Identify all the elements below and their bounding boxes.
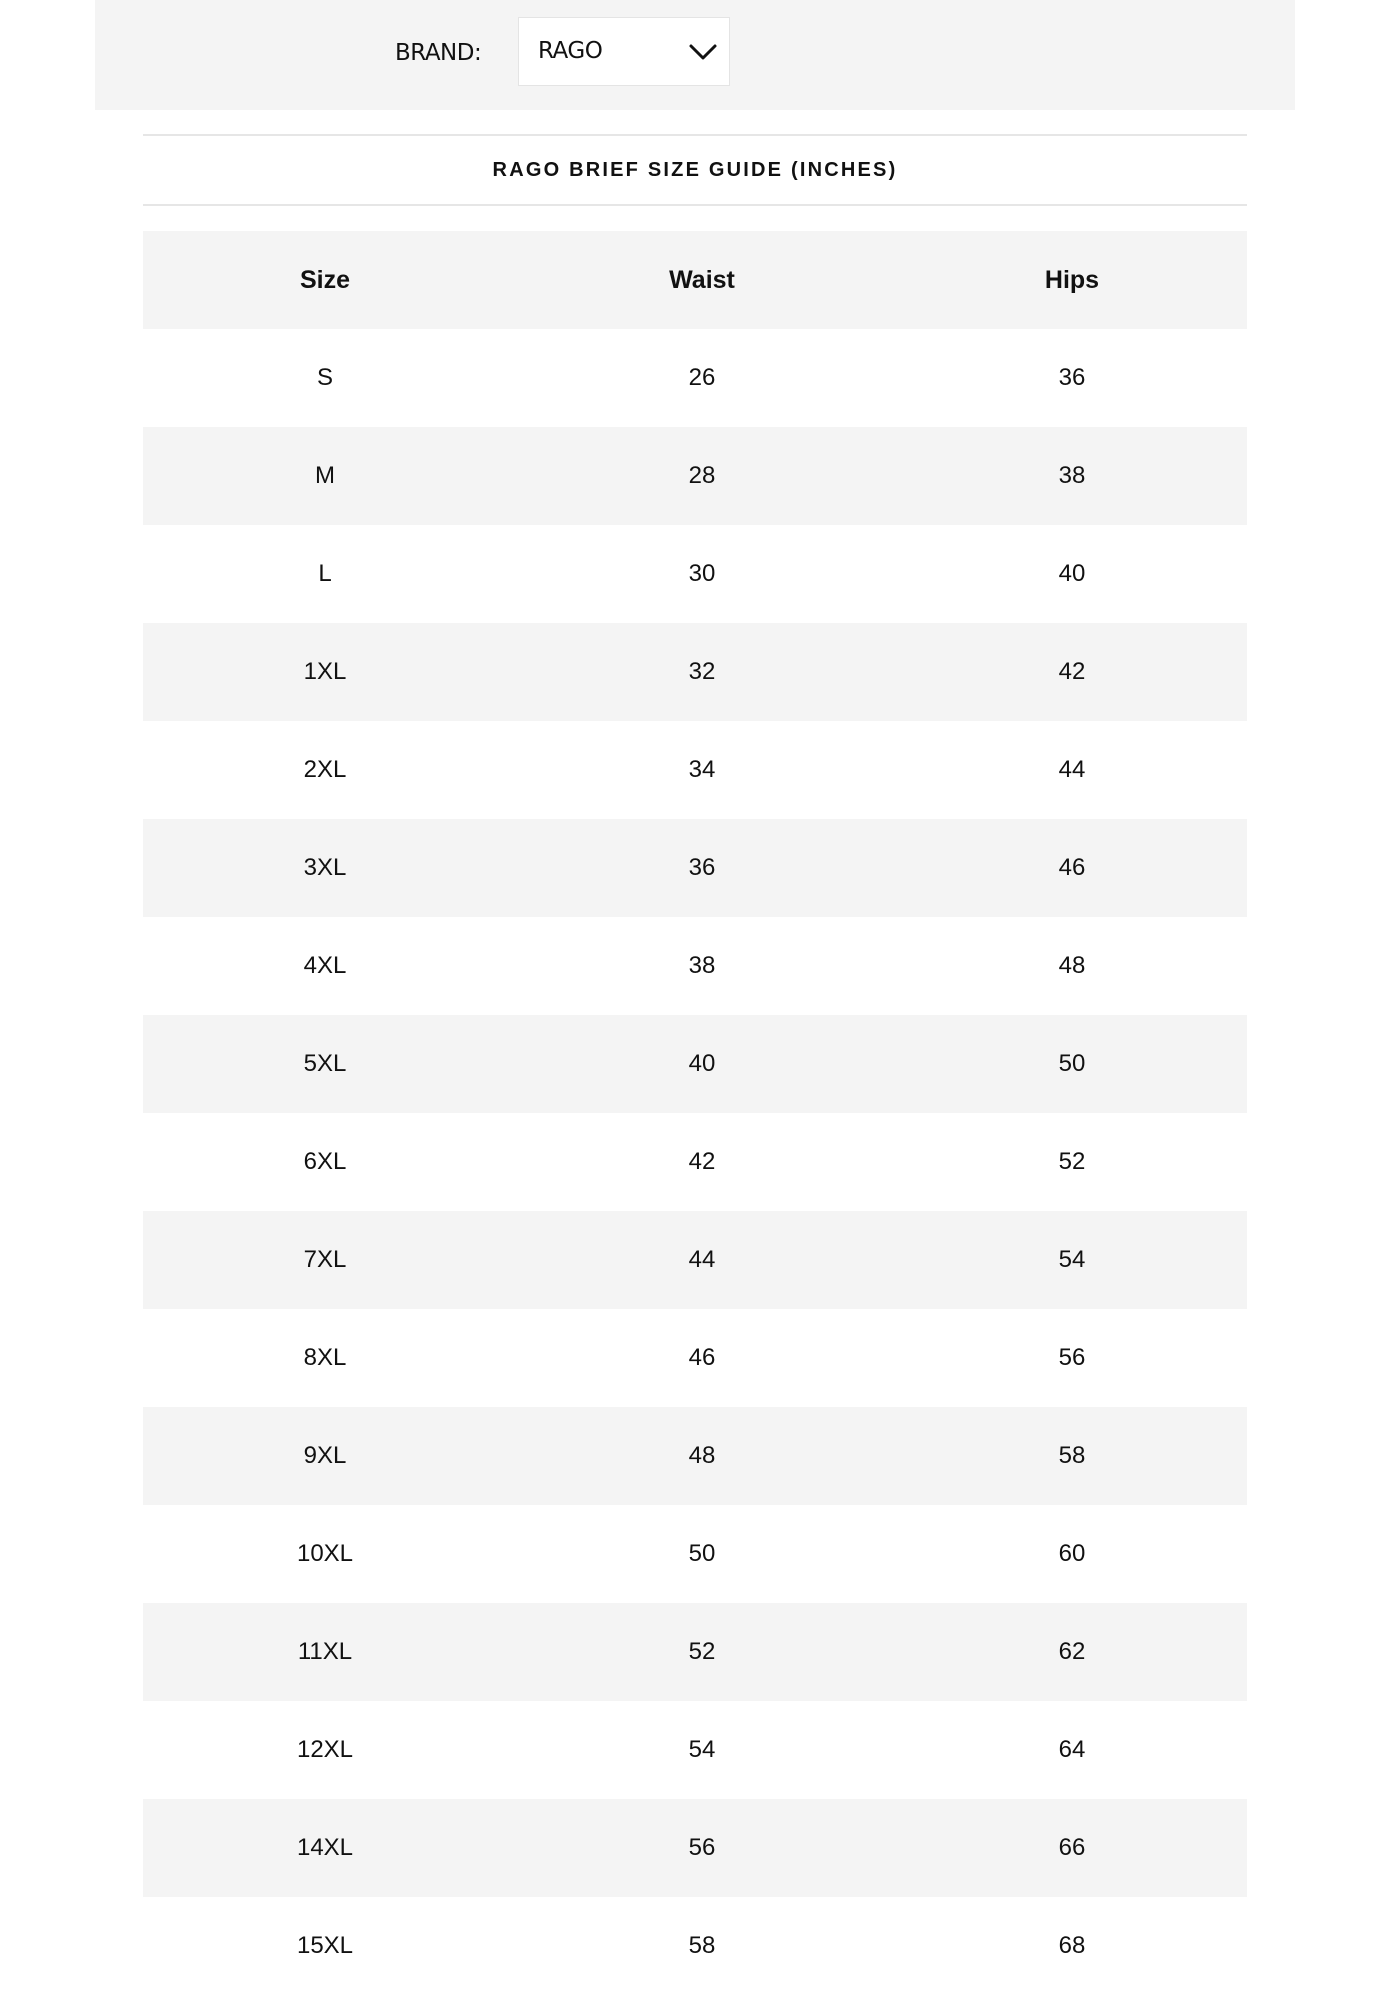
size-cell: L xyxy=(143,525,507,623)
column-header-waist: Waist xyxy=(507,231,897,329)
waist-cell: 54 xyxy=(507,1701,897,1799)
waist-cell: 58 xyxy=(507,1897,897,1995)
size-cell: 12XL xyxy=(143,1701,507,1799)
column-header-size: Size xyxy=(143,231,507,329)
table-row xyxy=(143,525,1247,623)
hips-cell: 54 xyxy=(897,1211,1247,1309)
waist-cell: 30 xyxy=(507,525,897,623)
waist-cell: 38 xyxy=(507,917,897,1015)
table-row xyxy=(143,1407,1247,1505)
size-cell: 8XL xyxy=(143,1309,507,1407)
brand-filter-bar xyxy=(95,0,1295,110)
hips-cell: 50 xyxy=(897,1015,1247,1113)
size-cell: 6XL xyxy=(143,1113,507,1211)
table-row xyxy=(143,1309,1247,1407)
hips-cell: 36 xyxy=(897,329,1247,427)
chevron-down-icon xyxy=(687,40,719,64)
size-cell: 1XL xyxy=(143,623,507,721)
waist-cell: 46 xyxy=(507,1309,897,1407)
table-row xyxy=(143,917,1247,1015)
table-header-row xyxy=(143,231,1247,329)
brand-select-value: RAGO xyxy=(538,38,603,64)
hips-cell: 38 xyxy=(897,427,1247,525)
size-guide-header xyxy=(143,134,1247,206)
table-row xyxy=(143,623,1247,721)
hips-cell: 56 xyxy=(897,1309,1247,1407)
table-row xyxy=(143,1015,1247,1113)
table-row xyxy=(143,1211,1247,1309)
size-guide-title: RAGO BRIEF SIZE GUIDE (INCHES) xyxy=(492,158,898,181)
hips-cell: 62 xyxy=(897,1603,1247,1701)
size-cell: 4XL xyxy=(143,917,507,1015)
size-cell: 11XL xyxy=(143,1603,507,1701)
waist-cell: 36 xyxy=(507,819,897,917)
size-cell: 2XL xyxy=(143,721,507,819)
size-cell: M xyxy=(143,427,507,525)
brand-label: BRAND: xyxy=(395,40,482,66)
brand-select[interactable] xyxy=(518,17,730,86)
size-cell: S xyxy=(143,329,507,427)
size-cell: 14XL xyxy=(143,1799,507,1897)
size-guide-table xyxy=(143,231,1247,1995)
table-row xyxy=(143,1897,1247,1995)
waist-cell: 44 xyxy=(507,1211,897,1309)
column-header-hips: Hips xyxy=(897,231,1247,329)
hips-cell: 46 xyxy=(897,819,1247,917)
table-row xyxy=(143,1603,1247,1701)
waist-cell: 42 xyxy=(507,1113,897,1211)
waist-cell: 52 xyxy=(507,1603,897,1701)
size-cell: 10XL xyxy=(143,1505,507,1603)
hips-cell: 66 xyxy=(897,1799,1247,1897)
table-row xyxy=(143,819,1247,917)
table-row xyxy=(143,1799,1247,1897)
size-cell: 9XL xyxy=(143,1407,507,1505)
table-row xyxy=(143,1113,1247,1211)
waist-cell: 32 xyxy=(507,623,897,721)
hips-cell: 40 xyxy=(897,525,1247,623)
table-row xyxy=(143,1701,1247,1799)
waist-cell: 28 xyxy=(507,427,897,525)
waist-cell: 48 xyxy=(507,1407,897,1505)
waist-cell: 56 xyxy=(507,1799,897,1897)
hips-cell: 60 xyxy=(897,1505,1247,1603)
waist-cell: 40 xyxy=(507,1015,897,1113)
hips-cell: 64 xyxy=(897,1701,1247,1799)
waist-cell: 26 xyxy=(507,329,897,427)
hips-cell: 44 xyxy=(897,721,1247,819)
hips-cell: 52 xyxy=(897,1113,1247,1211)
table-row xyxy=(143,427,1247,525)
table-row xyxy=(143,329,1247,427)
size-cell: 7XL xyxy=(143,1211,507,1309)
hips-cell: 68 xyxy=(897,1897,1247,1995)
size-cell: 15XL xyxy=(143,1897,507,1995)
size-cell: 3XL xyxy=(143,819,507,917)
hips-cell: 48 xyxy=(897,917,1247,1015)
table-row xyxy=(143,721,1247,819)
hips-cell: 58 xyxy=(897,1407,1247,1505)
table-row xyxy=(143,1505,1247,1603)
waist-cell: 34 xyxy=(507,721,897,819)
hips-cell: 42 xyxy=(897,623,1247,721)
waist-cell: 50 xyxy=(507,1505,897,1603)
size-cell: 5XL xyxy=(143,1015,507,1113)
